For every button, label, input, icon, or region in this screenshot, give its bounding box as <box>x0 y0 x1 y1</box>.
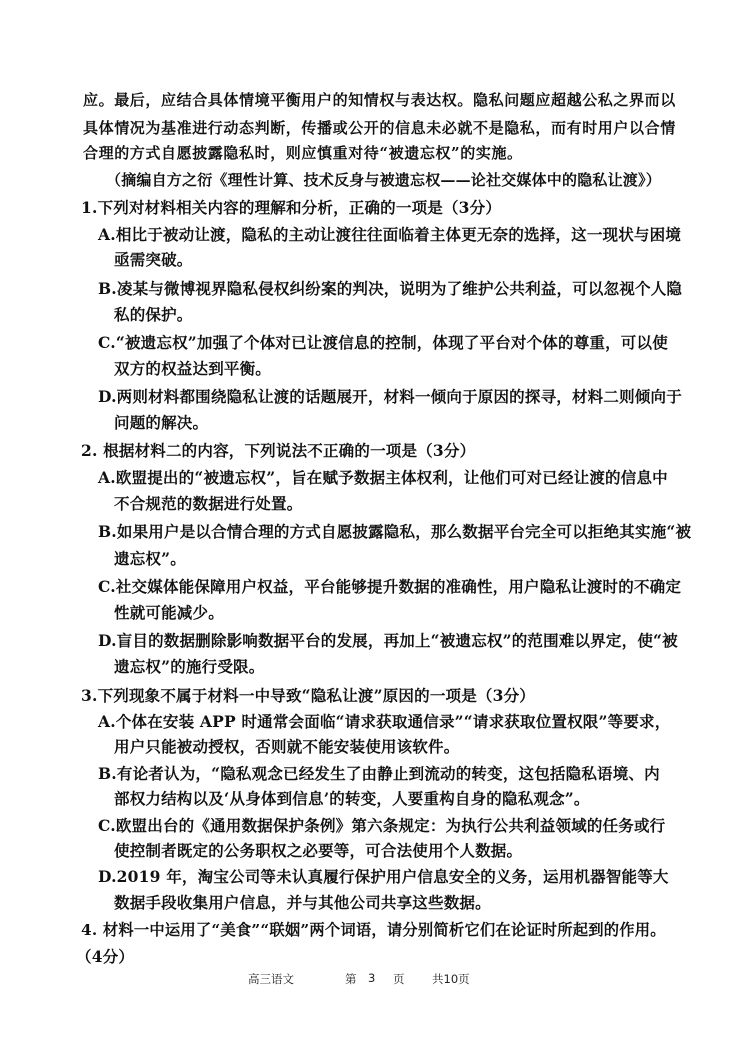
q3-option-c-line-1: C.欧盟出台的《通用数据保护条例》第六条规定：为执行公共利益领域的任务或行 <box>98 816 666 835</box>
q1-option-a-line-2: 亟需突破。 <box>114 250 193 269</box>
q1-option-b-line-1: B.凌某与微博视界隐私侵权纠纷案的判决，说明为了维护公共利益，可以忽视个人隐 <box>98 279 683 298</box>
passage-line-2: 具体情况为基准进行动态判断，传播或公开的信息未必就不是隐私，而有时用户以合情 <box>83 119 676 137</box>
question-2-stem: 2. 根据材料二的内容，下列说法不正确的一项是（3分） <box>81 441 476 460</box>
q1-option-c-line-2: 双方的权益达到平衡。 <box>114 359 272 378</box>
footer-page-number: 3 <box>368 971 376 985</box>
q2-option-b-line-2: 遗忘权”。 <box>114 549 186 568</box>
footer-page-suffix: 页 <box>393 972 405 986</box>
q2-option-a-line-2: 不合规范的数据进行处置。 <box>114 494 303 513</box>
passage-line-1: 应。最后，应结合具体情境平衡用户的知情权与表达权。隐私问题应超越公私之界而以 <box>83 91 676 109</box>
q3-option-b-line-1: B.有论者认为，“隐私观念已经发生了由静止到流动的转变，这包括隐私语境、内 <box>98 764 660 783</box>
q1-option-d-line-1: D.两则材料都围绕隐私让渡的话题展开，材料一倾向于原因的探寻，材料二则倾向于 <box>98 387 682 406</box>
q3-option-a-line-1: A.个体在安装 APP 时通常会面临“请求获取通信录”“请求获取位置权限”等要求， <box>98 712 671 731</box>
footer-subject: 高三语文 <box>248 972 294 986</box>
question-3-stem: 3.下列现象不属于材料一中导致“隐私让渡”原因的一项是（3分） <box>81 686 535 705</box>
q2-option-b-line-1: B.如果用户是以合情合理的方式自愿披露隐私，那么数据平台完全可以拒绝其实施“被 <box>98 522 692 541</box>
q3-option-d-line-1: D.2019 年，淘宝公司等未认真履行保护用户信息安全的义务，运用机器智能等大 <box>98 867 669 886</box>
q3-option-a-line-2: 用户只能被动授权，否则就不能安装使用该软件。 <box>114 737 460 756</box>
q1-option-b-line-2: 私的保护。 <box>114 305 193 324</box>
question-4-stem-line-1: 4. 材料一中运用了“美食”“联姻”两个词语，请分别简析它们在论证时所起到的作用。 <box>81 921 666 939</box>
footer-total-pages: 共10页 <box>432 972 470 986</box>
question-4-stem-line-2: （4分） <box>76 947 135 966</box>
passage-line-3: 合理的方式自愿披露隐私时，则应慎重对待“被遗忘权”的实施。 <box>83 144 523 162</box>
q3-option-b-line-2: 部权力结构以及‘从身体到信息’的转变，人要重构自身的隐私观念”。 <box>114 789 590 808</box>
q2-option-a-line-1: A.欧盟提出的“被遗忘权”，旨在赋予数据主体权利，让他们可对已经让渡的信息中 <box>98 468 668 487</box>
question-1-stem: 1.下列对材料相关内容的理解和分析，正确的一项是（3分） <box>81 198 502 217</box>
q3-option-d-line-2: 数据手段收集用户信息，并与其他公司共享这些数据。 <box>114 893 491 912</box>
q2-option-d-line-2: 遗忘权”的施行受限。 <box>114 657 265 676</box>
q2-option-c-line-2: 性就可能减少。 <box>114 603 224 622</box>
q1-option-a-line-1: A.相比于被动让渡，隐私的主动让渡往往面临着主体更无奈的选择，这一现状与困境 <box>98 225 682 244</box>
q2-option-c-line-1: C.社交媒体能保障用户权益，平台能够提升数据的准确性，用户隐私让渡时的不确定 <box>98 577 682 596</box>
q1-option-d-line-2: 问题的解决。 <box>114 413 209 432</box>
footer-page-prefix: 第 <box>345 972 357 986</box>
q1-option-c-line-1: C.“被遗忘权”加强了个体对已让渡信息的控制，体现了平台对个体的尊重，可以使 <box>98 333 668 352</box>
q2-option-d-line-1: D.盲目的数据删除影响数据平台的发展，再加上“被遗忘权”的范围难以界定，使“被 <box>98 631 678 650</box>
source-citation: （摘编自方之衍《理性计算、技术反身与被遗忘权——论社交媒体中的隐私让渡》） <box>106 171 661 189</box>
q3-option-c-line-2: 使控制者既定的公务职权之必要等，可合法使用个人数据。 <box>114 841 523 860</box>
